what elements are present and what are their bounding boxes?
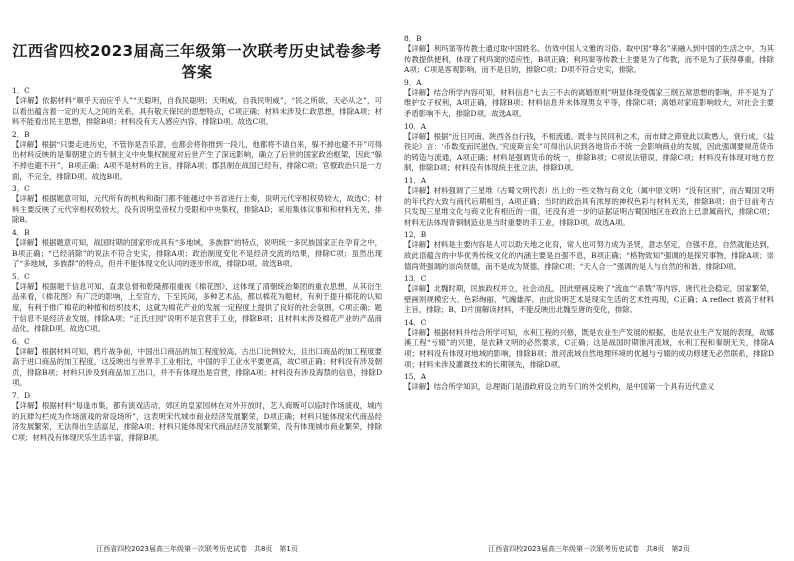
answer-label: 1．C [12,86,30,95]
explanation-text: 【详解】根据材料可知，鸦片战争前，中国出口商品的加工程度较高，古出口比例较大，且出口商品的加工程度要高于进口商品的加工程度，这反映出与世界手工业相比，中国的手工业水平要更高，故C项正确；材料没有涉及朝贡，排除B项；材料只涉及到商品加工出口，并不有体现出是官营，排除A项；材料没有涉及海禁的信息，排除D项。 [12,346,382,388]
right-answer-list [404,34,774,393]
question-item [404,122,774,174]
question-item [404,318,774,370]
question-item [404,230,774,272]
answer-label: 7．D [12,391,31,401]
explanation-text: 【详解】材料强调了三星堆（古蜀文明代表）出上的一些文物与商文化（属中原文明）“没有区别”，而古蜀国文明的年代约大致与商代后期相当，A项正确；当时的政治具有浓厚的神权色彩与材料无关，排除B项；由于目前考古只发现三星堆文化与商文化有相近的一面，还没有进一步的证据证明古蜀国地区在政治上已隶属商代，排除C项；材料无法体现青铜制造业是当时重要的手工业，排除D项。故选A项。 [404,185,774,227]
question-item [12,391,382,443]
answer-label: 13．C [404,274,427,284]
explanation-text: 【详解】根据“近日河南、陕西各自行钱，不相流通。既非与民同利之术，而市肆之滞衰此以欺愚人，衰行成。《盐铁论》言：‘币数变而民滋伪。’究庞斯言矣”可得出认识到各地货币不统一会影响商业的发展，因此强调要规范货币的铸造与流通，A项正确；材料是强调货币的统一，排除B项；C项说法错误，排除C项；材料没有体现对地方控制，排除D项；材料没有体现统主张立法，排除D项。 [404,131,774,173]
explanation-text: 【详解】北魏时期，民族政权并立，社会动乱，因此壁画反映了“流血”“杀戮”等内容，唐代社会稳定，国家繁荣，壁画则规模宏大、色彩绚丽、气魄雄浑。由此说明艺术是现实生活的艺术性再现，C正确；A reflect 被高于材料主旨，排除；B、D片面解读材料，不能反映出北魏至唐的变化，排除。 [404,284,774,315]
question-item [12,337,382,389]
answer-label: 3．C [12,184,30,194]
explanation-text: 【详解】结合所学知识，总理衙门是清政府设立的专门的外交机构，是中国第一个具有近代意义 [404,382,715,392]
question-item [404,372,774,393]
answer-label: 12．B [404,230,427,240]
answer-label: 15．A [404,372,427,382]
answer-label: 8．B [404,34,422,43]
explanation-text: 【详解】利玛窦等传教士通过取中国姓名、仿效中国人文雅的习俗、取中国“尊名”来融入到中国的生活之中，为其传教提供便利，体现了利玛窦的适应性，B项正确；利玛窦等传教士主要是为了传教，而不是为了获得尊重，排除A项；C项是客观影响，而不是目的，排除C项；D项不符合史实，排除。 [404,44,774,75]
explanation-text: 【详解】材料是主要内容是人可以助天地之化育，常人也可努力成为圣贤，意志坚定，自强不息，自然就能达到，故此语蕴含的中华优秀传统文化的内涵主要是自强不息，B项正确；“格物致知”强调的是探究事物，排除A项；崇德尚贤强调的崇尚贤德，而不是成为贤德，排除C项；“天人合一”强调的是人与自然的和谐，排除D项。 [404,240,774,271]
question-item [12,228,382,270]
answer-label: 10．A [404,121,427,131]
left-answer-list [12,86,382,443]
question-item [404,274,774,316]
explanation-text: 【详解】根据题意可知，元代所有的机构和衙门都不能越过中书省进行上奏，说明元代宰相权势较大，故选C；材料主要反映了元代宰相权势较大，没有说明皇帝权力受限和中央集权，排除AD；采用集体议事和和材料无关，排除B。 [12,194,382,225]
answer-label: 4．B [12,227,30,237]
answer-label: 5．C [12,271,30,281]
question-item [12,272,382,335]
explanation-text: 【详解】根据“只要走进历史，不管你是否乐意，也都会将你推到一段儿，他都将不请自来，躲不掉也避不开”可得出材料反映的是秦朝建立的专制主义中央集权制度对后世产生了深远影响，确立了后世的国家政治框架，因此“躲不掉也避不开”，B项正确；A项不是材料的主旨，排除A项；郡县制在战国已经有，排除C项；官僚政治只是一方面，不完全，排除D项。故选B项。 [12,139,382,181]
explanation-text: 【详解】根据题干信息可知，直隶总督和乾隆都很重视《棉花图》，这体现了清朝统治集团的重农思想，从其衍生品来看，《棉花图》有广泛的影响，上至官方，下至民间，多种艺术品，都以棉花为题材，有利于提升棉花的认知度，有利于推广棉花的种植和纺织技术，这就为棉花产业的发展一定程度上提供了良好的社会氛围，C项正确；题干信息不是经济业发展，排除A项；“正氏庄园”说明不是官营手工业，排除B项；且材料未涉及棉花产业的产品商品化，排除D项。故选C项。 [12,281,382,334]
explanation-text: 【详解】根据材料并结合所学可知，水利工程的兴修，既是农业生产发展的根据，也是农业生产发展的表现，故娜溪工程“亏辍”的兴建，是农耕文明的必然要求，C正确；这是战国时期淮河流域，水利工程和秦朝无关，排除A项；材料没有体现对地域的影响，排除B项；淮河流域自然地理环境的优越与亏辍的成功修建无必然联系，排除D项；材料未涉及灌溉技术的长期领先，排除D项。 [404,327,774,369]
answer-label: 11．A [404,175,427,185]
question-item [12,184,382,226]
question-item [404,176,774,228]
explanation-text: 【详解】结合所学内容可知，材料信息“七去三不去的离婚原则”明显体现受儒家三纲五常思想的影响，并不是为了维护女子权利，A项正确，排除B项；材料信息并未体现男女平等，排除C项；离婚对家庭影响较大，对社会主要矛盾影响不大，排除D项。故选A项。 [404,87,774,118]
question-item [12,86,382,128]
answer-label: 6．C [12,336,30,346]
question-item [12,130,382,182]
explanation-text: 【详解】根据题意可知，战国时期的国家形成具有“多地域，多族群”的特点，说明统一多民族国家正在孕育之中，B项正确；“已经消除”的说法不符合史实，排除A项；政治制度变化不是经济交流的结果，排除C项；虽然出现了“多地域，多族群”的特点，但并不能体现文化认同的逐步形成，排除D项。故选B项。 [12,237,382,269]
explanation-text: 【详解】依据材料“顺乎天而应乎人”“天聪明，自我民聪明；天明威，自我民明威”，“民之所欲，天必从之”，可以看出蕴含着一定的天人之间的关系，具有敬天保民的思想特点，C项正确；材料未涉及仁政思想，排除A项；材料不能看出民主思想，排除B项；材料没有天人感应内容，排除D项。故选C项。 [12,96,382,127]
question-item [404,34,774,76]
answer-label: 2．B [12,129,30,139]
answer-label: 14．C [404,317,427,327]
footer-left: 江西省四校2023届高三年级第一次联考历史试卷 共8页 第1页 [96,545,298,553]
right-column [404,0,774,393]
answer-label: 9．A [404,77,422,87]
question-item [404,78,774,120]
page-title: 江西省四校2023届高三年级第一次联考历史试卷参考答案 [12,42,382,81]
footer-right: 江西省四校2023届高三年级第一次联考历史试卷 共8页 第2页 [488,545,690,553]
explanation-text: 【详解】根据材料“每逢市集，都有演戏活动，郊区的皇家园林在对外开放时，艺人商贩可以临时作场演戏，城内的瓦肆勾栏成为作场演戏的常设场所”，这表明宋代城市商业经济发展繁荣，D项正确；材料只能体现宋代商品经济发展繁荣，无法得出生活富足，排除A项；材料只能体现宋代商品经济发展繁荣，没有体现城市商业繁荣，排除C项；材料没有体现厌乐生活丰富，排除B项。 [12,401,382,442]
left-column [12,0,382,443]
